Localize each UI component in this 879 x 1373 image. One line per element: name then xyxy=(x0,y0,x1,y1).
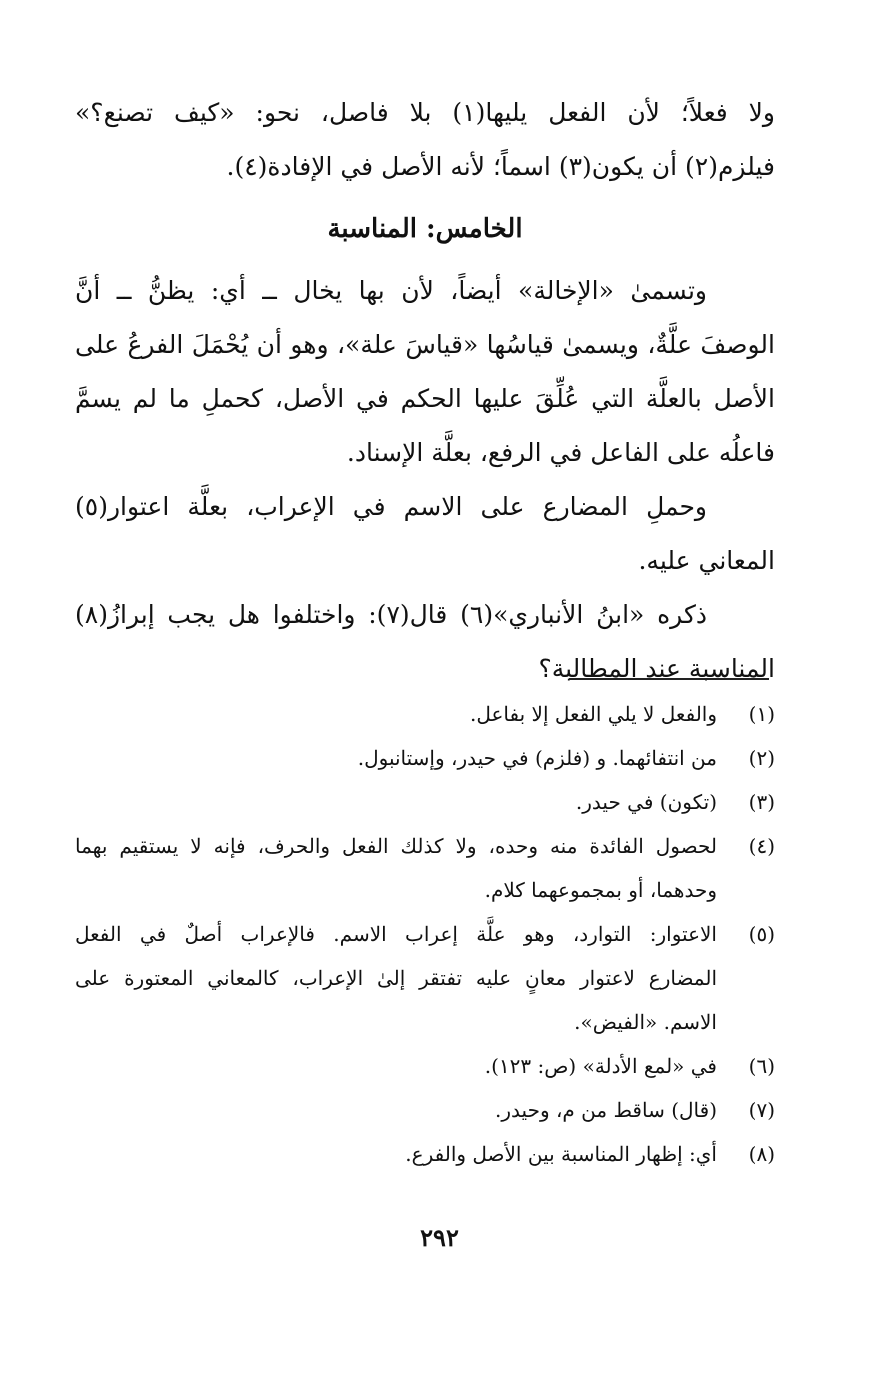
footnote-number: (٣) xyxy=(748,790,775,814)
footnote-text: أي: إظهار المناسبة بين الأصل والفرع. xyxy=(405,1142,717,1166)
body-line: المعاني عليه. xyxy=(638,546,775,575)
body-line: الأصل بالعلَّة التي عُلِّقَ عليها الحكم في الأصل، كحملِ ما لم يسمَّ xyxy=(75,384,775,413)
footnote xyxy=(75,780,775,824)
body-line: الوصفَ علَّةٌ، ويسمىٰ قياسُها «قياسَ علة»، وهو أن يُحْمَلَ الفرعُ على xyxy=(75,330,775,359)
section-heading: الخامس: المناسبة xyxy=(327,214,523,244)
footnote-number: (٥) xyxy=(748,922,775,946)
footnote-text: الاسم. «الفيض». xyxy=(574,1010,717,1034)
body-line: ولا فعلاً؛ لأن الفعل يليها(١) بلا فاصل، نحو: «كيف تصنع؟» xyxy=(75,98,775,127)
footnote-text: وحدهما، أو بمجموعهما كلام. xyxy=(484,878,717,902)
footnote-number: (٤) xyxy=(748,834,775,858)
footnote-number: (٨) xyxy=(748,1142,775,1166)
footnotes xyxy=(75,692,775,1176)
footnote xyxy=(75,736,775,780)
footnote-text: (قال) ساقط من م، وحيدر. xyxy=(495,1098,717,1122)
footnote xyxy=(75,1132,775,1176)
footnote xyxy=(75,912,775,1044)
footnote-text: لحصول الفائدة منه وحده، ولا كذلك الفعل والحرف، فإنه لا يستقيم بهما xyxy=(75,834,717,858)
body-line: وحملِ المضارع على الاسم في الإعراب، بعلَّة اعتوار(٥) xyxy=(75,492,707,521)
body-line: المناسبة عند المطالبة؟ xyxy=(538,654,775,683)
footnote-number: (٦) xyxy=(748,1054,775,1078)
body-line: فاعلُه على الفاعل في الرفع، بعلَّة الإسناد. xyxy=(346,438,775,467)
footnote-number: (٧) xyxy=(748,1098,775,1122)
footnote-text: الاعتوار: التوارد، وهو علَّة إعراب الاسم. فالإعراب أصلٌ في الفعل xyxy=(75,922,717,946)
footnote-number: (٢) xyxy=(748,746,775,770)
main-text xyxy=(75,86,775,696)
footnote-text: في «لمع الأدلة» (ص: ١٢٣). xyxy=(484,1054,717,1078)
body-line: وتسمىٰ «الإخالة» أيضاً، لأن بها يخال ــ أي: يظنُّ ــ أنَّ xyxy=(75,276,708,305)
body-line: فيلزم(٢) أن يكون(٣) اسماً؛ لأنه الأصل في الإفادة(٤). xyxy=(226,152,775,181)
footnote-text: والفعل لا يلي الفعل إلا بفاعل. xyxy=(469,702,717,726)
footnote xyxy=(75,1088,775,1132)
footnote-text: (تكون) في حيدر. xyxy=(575,790,717,814)
body-line: ذكره «ابنُ الأنباري»(٦) قال(٧): واختلفوا هل يجب إبرازُ(٨) xyxy=(75,600,708,629)
footnote-text: المضارع لاعتوار معانٍ عليه تفتقر إلىٰ الإعراب، كالمعاني المعتورة على xyxy=(75,966,717,990)
footnote xyxy=(75,1044,775,1088)
footnote-separator xyxy=(569,678,769,680)
footnote xyxy=(75,824,775,912)
footnote xyxy=(75,692,775,736)
footnote-text: من انتفائهما. و (فلزم) في حيدر، وإستانبول. xyxy=(357,746,717,770)
page-number: ٢٩٢ xyxy=(420,1223,459,1252)
footnote-number: (١) xyxy=(748,702,775,726)
